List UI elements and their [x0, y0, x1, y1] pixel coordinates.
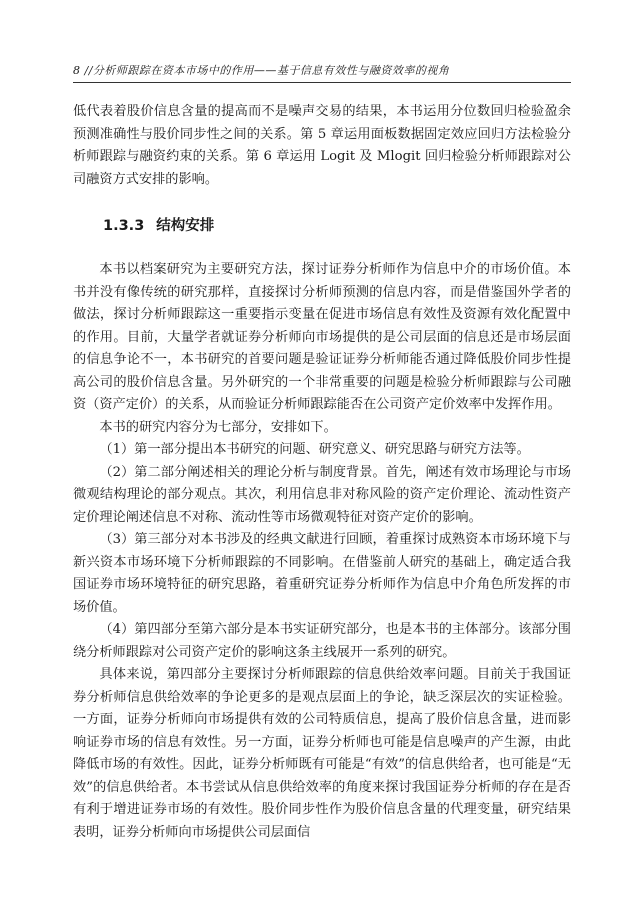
section-heading — [73, 215, 571, 237]
header-rule — [73, 82, 571, 83]
paragraph-part-4: （4）第四部分至第六部分是本书实证研究部分，也是本书的主体部分。该部分围绕分析师跟踪对公司资产定价的影响这条主线展开一系列的研究。 — [73, 622, 571, 660]
paragraph-part-4-detail: 具体来说，第四部分主要探讨分析师跟踪的信息供给效率问题。目前关于我国证券分析师信息供给效率的争论更多的是观点层面上的争论，缺乏深层次的实证检验。一方面，证券分析师向市场提供有效的公司特质信息，提高了股价信息含量，进而影响证券市场的信息有效性。另一方面，证券分析师也可能是信息噪声的产生源，由此降低市场的有效性。因此，证券分析师既有可能是“有效”的信息供给者，也可能是“无效”的信息供给者。本书尝试从信息供给效率的角度来探讨我国证券分析师的存在是否有利于增进证券市场的有效性。股价同步性作为股价信息含量的代理变量，研究结果表明，证券分析师向市场提供公司层面信 — [73, 667, 571, 840]
paragraph-structure-intro: 本书的研究内容分为七部分，安排如下。 — [99, 419, 337, 435]
paragraph-part-3: （3）第三部分对本书涉及的经典文献进行回顾，着重探讨成熟资本市场环境下与新兴资本市场环境下分析师跟踪的不同影响。在借鉴前人研究的基础上，确定适合我国证券市场环境特征的研究思路，着重研究证券分析师作为信息中介角色所发挥的市场价值。 — [73, 532, 571, 615]
section-title: 结构安排 — [156, 218, 215, 234]
section-number: 1.3.3 — [103, 218, 145, 234]
paragraph-part-2: （2）第二部分阐述相关的理论分析与制度背景。首先，阐述有效市场理论与市场微观结构理论的部分观点。其次，利用信息非对称风险的资产定价理论、流动性资产定价理论阐述信息不对称、流动性等市场微观特征对资产定价的影响。 — [73, 464, 571, 525]
paragraph-intro-continuation: 低代表着股价信息含量的提高而不是噪声交易的结果，本书运用分位数回归检验盈余预测准确性与股价同步性之间的关系。第 5 章运用面板数据固定效应回归方法检验分析师跟踪与融资约束的关系。第 6 章运用 Logit 及 Mlogit 回归检验分析师跟踪对公司融资方式安排的影响。 — [73, 104, 571, 187]
paragraph-part-1: （1）第一部分提出本书研究的问题、研究意义、研究思路与研究方法等。 — [99, 442, 530, 457]
paragraph-research-method: 本书以档案研究为主要研究方法，探讨证券分析师作为信息中介的市场价值。本书并没有像传统的研究那样，直接探讨分析师预测的信息内容，而是借鉴国外学者的做法，探讨分析师跟踪这一重要指示变量在促进市场信息有效性及资源有效化配置中的作用。目前，大量学者就证券分析师向市场提供的是公司层面的信息还是市场层面的信息争论不一，本书研究的首要问题是验证证券分析师能否通过降低股价同步性提高公司的股价信息含量。另外研究的一个非常重要的问题是检验分析师跟踪与公司融资（资产定价）的关系，从而验证分析师跟踪能否在公司资产定价效率中发挥作用。 — [73, 262, 571, 412]
body-text — [73, 101, 571, 844]
running-header: 8 //分析师跟踪在资本市场中的作用——基于信息有效性与融资效率的视角 — [73, 64, 450, 77]
